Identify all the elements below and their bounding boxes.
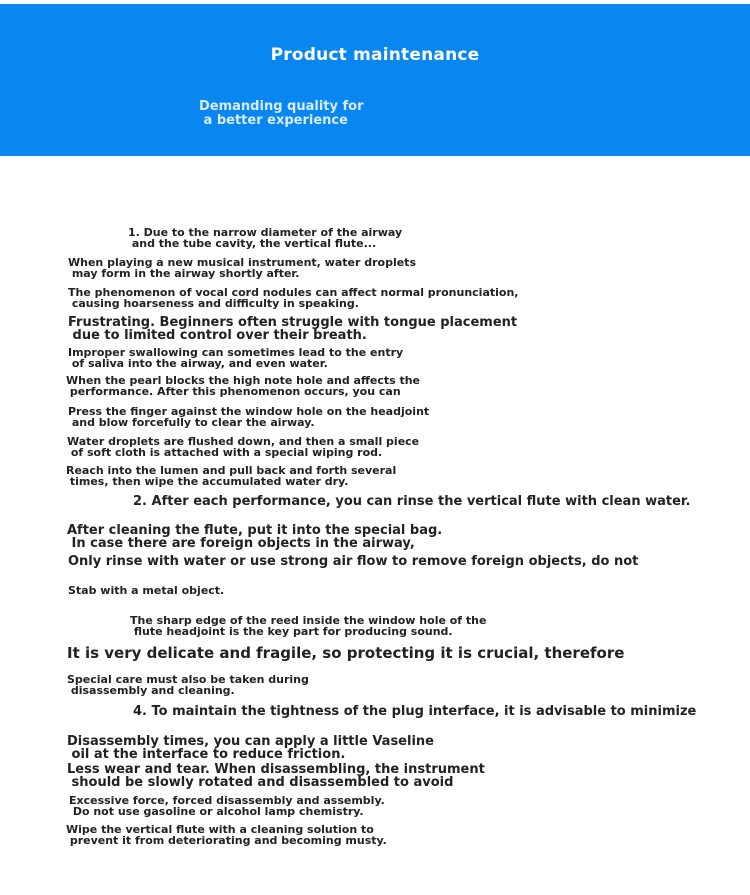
paragraph-6: When the pearl blocks the high note hole and affects the performance. After this phenomenon occurs, you can [66, 374, 421, 398]
paragraph-16: Special care must also be taken during disassembly and cleaning. [67, 673, 309, 697]
paragraph-13: Stab with a metal object. [68, 584, 225, 597]
paragraph-1: 1. Due to the narrow diameter of the airway and the tube cavity, the vertical flute... [128, 226, 403, 250]
paragraph-17: 4. To maintain the tightness of the plug interface, it is advisable to minimize [133, 704, 697, 719]
paragraph-20: Excessive force, forced disassembly and assembly. Do not use gasoline or alcohol lamp chemistry. [69, 794, 385, 818]
paragraph-8: Water droplets are flushed down, and then a small piece of soft cloth is attached with a special wiping rod. [67, 435, 420, 459]
paragraph-19: Less wear and tear. When disassembling, the instrument should be slowly rotated and disassembled to avoid [67, 762, 485, 790]
paragraph-18: Disassembly times, you can apply a little Vaseline oil at the interface to reduce friction. [67, 734, 434, 762]
paragraph-3: The phenomenon of vocal cord nodules can affect normal pronunciation, causing hoarseness and difficulty in speaking. [68, 286, 519, 310]
page-subtitle: Demanding quality for a better experience [199, 99, 364, 128]
paragraph-12: Only rinse with water or use strong air flow to remove foreign objects, do not [68, 554, 639, 569]
paragraph-9: Reach into the lumen and pull back and forth several times, then wipe the accumulated water dry. [66, 464, 397, 488]
paragraph-21: Wipe the vertical flute with a cleaning solution to prevent it from deteriorating and becoming musty. [66, 823, 387, 847]
page-title: Product maintenance [270, 45, 480, 65]
paragraph-5: Improper swallowing can sometimes lead to the entry of saliva into the airway, and even water. [68, 346, 404, 370]
paragraph-14: The sharp edge of the reed inside the window hole of the flute headjoint is the key part for producing sound. [130, 614, 487, 638]
paragraph-2: When playing a new musical instrument, water droplets may form in the airway shortly after. [68, 256, 416, 280]
paragraph-4: Frustrating. Beginners often struggle with tongue placement due to limited control over their breath. [68, 315, 518, 343]
paragraph-10: 2. After each performance, you can rinse the vertical flute with clean water. [133, 494, 691, 509]
paragraph-7: Press the finger against the window hole on the headjoint and blow forcefully to clear the airway. [68, 405, 430, 429]
paragraph-11: After cleaning the flute, put it into the special bag. In case there are foreign objects in the airway, [67, 523, 443, 551]
paragraph-15: It is very delicate and fragile, so protecting it is crucial, therefore [67, 644, 625, 662]
